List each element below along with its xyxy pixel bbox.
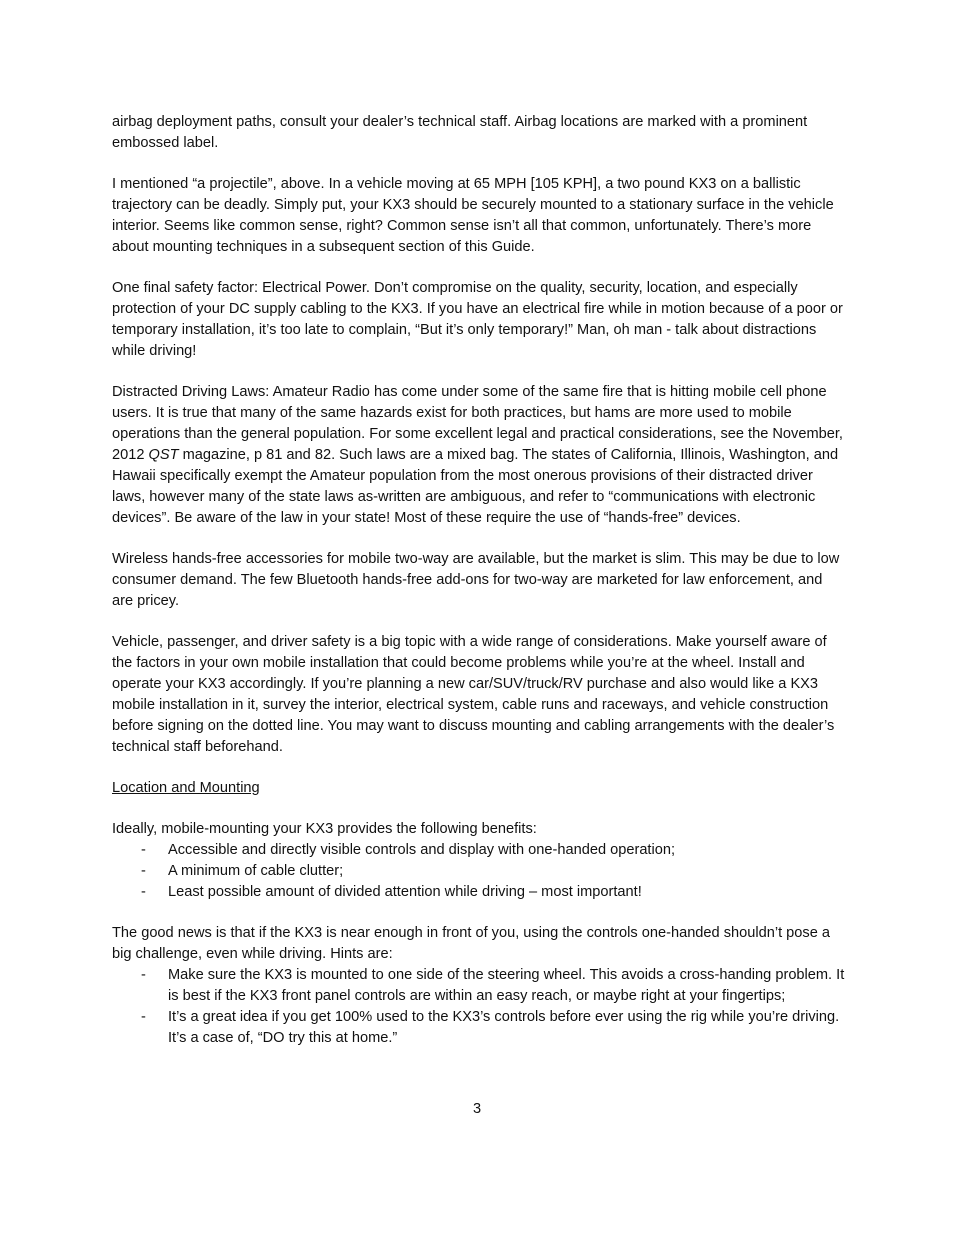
list-item: - Make sure the KX3 is mounted to one side of the steering wheel. This avoids a cross-handing problem. It is best if the KX3 front panel controls are within an easy reach, or maybe right at your fingertips;	[112, 965, 847, 1007]
paragraph-wireless-hands-free: Wireless hands-free accessories for mobile two-way are available, but the market is slim. This may be due to low consumer demand. The few Bluetooth hands-free add-ons for two-way are marketed for law enforcement, and are pricey.	[112, 551, 840, 609]
page-number: 3	[472, 1101, 482, 1117]
paragraph-vehicle-safety: Vehicle, passenger, and driver safety is a big topic with a wide range of considerations. Make yourself aware of the factors in your own mobile installation that could become problems while you’re at the wheel. Install and operate your KX3 accordingly. If you’re planning a new car/SUV/truck/RV purchase and also would like a KX3 mobile installation in it, survey the interior, electrical system, cable runs and raceways, and vehicle construction before signing on the dotted line. You may want to discuss mounting and cabling arrangements with the dealer’s technical staff beforehand.	[112, 634, 835, 755]
list-item: - It’s a great idea if you get 100% used to the KX3’s controls before ever using the rig while you’re driving. It’s a case of, “DO try this at home.”	[112, 1007, 847, 1049]
list-item: - Least possible amount of divided attention while driving – most important!	[112, 882, 847, 903]
paragraph-electrical-power: One final safety factor: Electrical Power. Don’t compromise on the quality, security, location, and especially protection of your DC supply cabling to the KX3. If you have an electrical fire while in motion because of a poor or temporary installation, it’s too late to complain, “But it’s only temporary!” Man, oh man - talk about distractions while driving!	[112, 280, 843, 359]
paragraph-projectile: I mentioned “a projectile”, above. In a vehicle moving at 65 MPH [105 KPH], a two pound KX3 on a ballistic trajectory can be deadly. Simply put, your KX3 should be securely mounted to a stationary surface in the vehicle interior. Seems like common sense, right? Common sense isn’t all that common, unfortunately. There’s more about mounting techniques in a subsequent section of this Guide.	[112, 176, 834, 255]
hints-list	[112, 965, 847, 1049]
hints-intro: The good news is that if the KX3 is near enough in front of you, using the controls one-handed shouldn’t pose a big challenge, even while driving. Hints are:	[112, 925, 831, 962]
list-item: - Accessible and directly visible controls and display with one-handed operation;	[112, 840, 847, 861]
distracted-driving-text-b: magazine, p 81 and 82. Such laws are a mixed bag. The states of California, Illinois, Washington, and Hawaii specifically exempt the Amateur population from the most onerous provisions of their distracted driver laws, however many of the state laws as-written are ambiguous, and refer to “communications with electronic devices”. Be aware of the law in your state! Most of these require the use of “hands-free” devices.	[112, 447, 839, 526]
document-page	[112, 112, 847, 1069]
distracted-driving-text-a: Distracted Driving Laws: Amateur Radio has come under some of the same fire that is hitting mobile cell phone users. It is true that many of the same hazards exist for both practices, but hams are more used to mobile operations than the general population. For some excellent legal and practical considerations, see the November, 2012	[112, 384, 843, 463]
benefits-list	[112, 840, 847, 903]
qst-magazine-title: QST	[148, 447, 179, 463]
benefits-intro: Ideally, mobile-mounting your KX3 provides the following benefits:	[112, 821, 537, 837]
section-heading-location-mounting: Location and Mounting	[112, 780, 260, 796]
list-item: - A minimum of cable clutter;	[112, 861, 847, 882]
paragraph-airbag: airbag deployment paths, consult your dealer’s technical staff. Airbag locations are marked with a prominent embossed label.	[112, 114, 808, 151]
paragraph-distracted-driving	[112, 382, 847, 529]
